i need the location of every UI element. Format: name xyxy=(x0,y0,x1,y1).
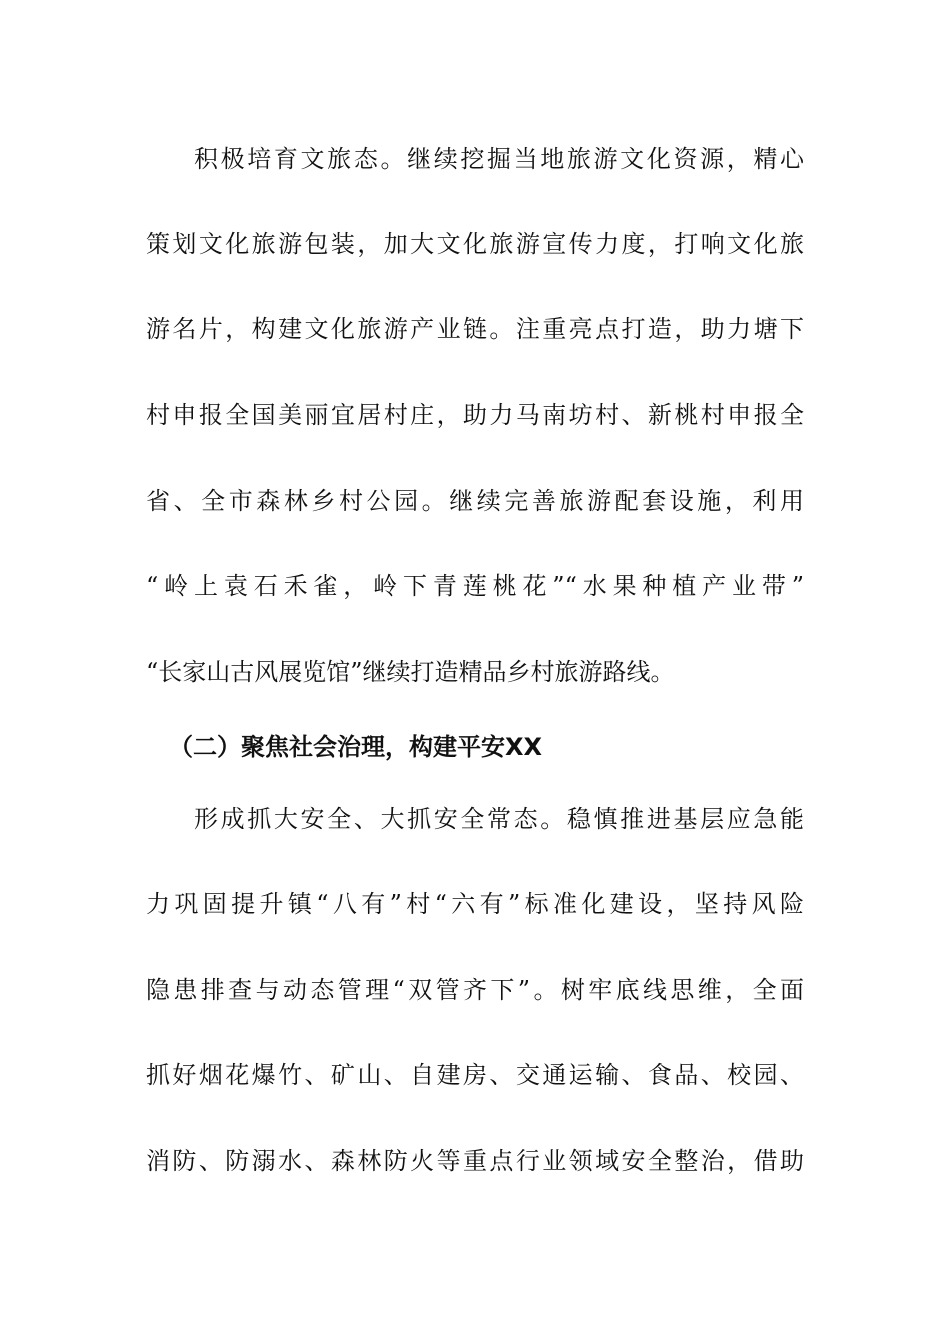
paragraph-line: 消防、防溺水、森林防火等重点行业领域安全整治，借助 xyxy=(146,1147,804,1175)
paragraph-line: 力巩固提升镇“八有”村“六有”标准化建设，坚持风险 xyxy=(146,890,804,918)
paragraph-line: 策划文化旅游包装，加大文化旅游宣传力度，打响文化旅 xyxy=(146,230,804,258)
paragraph-line: 游名片，构建文化旅游产业链。注重亮点打造，助力塘下 xyxy=(146,315,804,343)
paragraph-line: 隐患排查与动态管理“双管齐下”。树牢底线思维，全面 xyxy=(146,976,804,1004)
paragraph-line: 抓好烟花爆竹、矿山、自建房、交通运输、食品、校园、 xyxy=(146,1061,804,1089)
section-heading: （二）聚焦社会治理，构建平安XX xyxy=(169,733,543,761)
paragraph-line: 形成抓大安全、大抓安全常态。稳慎推进基层应急能 xyxy=(194,805,804,833)
paragraph-line: 村申报全国美丽宜居村庄，助力马南坊村、新桃村申报全 xyxy=(146,401,804,429)
paragraph-line: “长家山古风展览馆”继续打造精品乡村旅游路线。 xyxy=(146,658,675,686)
paragraph-line: 省、全市森林乡村公园。继续完善旅游配套设施，利用 xyxy=(146,487,804,515)
paragraph-line: 积极培育文旅态。继续挖掘当地旅游文化资源，精心 xyxy=(194,145,804,173)
paragraph-line: “岭上袁石禾雀，岭下青莲桃花”“水果种植产业带” xyxy=(146,572,804,600)
